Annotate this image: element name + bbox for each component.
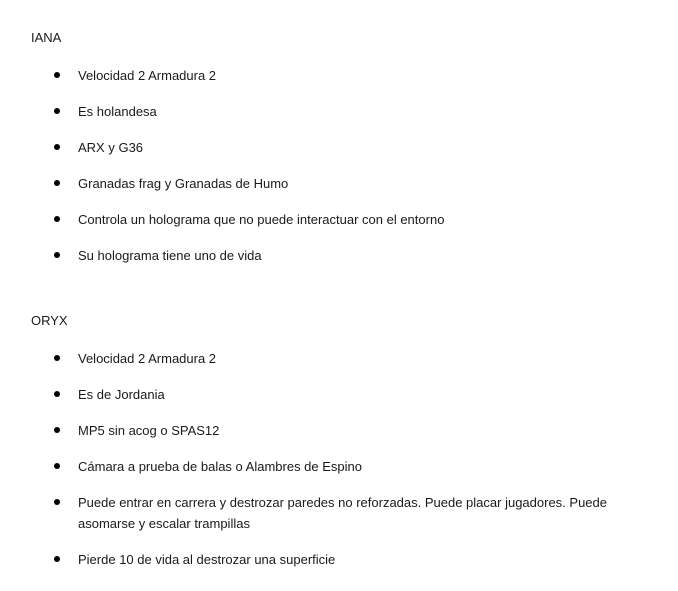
bullet-icon (54, 216, 60, 222)
bullet-icon (54, 252, 60, 258)
bullet-icon (54, 180, 60, 186)
list-item (31, 384, 651, 405)
list-item-text: Puede entrar en carrera y destrozar paredes no reforzadas. Puede placar jugadores. Puede asomarse y escalar trampillas (78, 495, 607, 531)
bullet-list (31, 65, 651, 266)
list-item (31, 101, 651, 122)
bullet-list (31, 348, 651, 570)
list-item (31, 245, 651, 266)
list-item-text: Controla un holograma que no puede interactuar con el entorno (78, 212, 445, 227)
list-item-text: Es de Jordania (78, 387, 165, 402)
bullet-icon (54, 463, 60, 469)
bullet-icon (54, 144, 60, 150)
list-item-text: Cámara a prueba de balas o Alambres de Espino (78, 459, 363, 474)
list-item (31, 549, 651, 570)
list-item (31, 137, 651, 158)
list-item-text: MP5 sin acog o SPAS12 (78, 423, 220, 438)
list-item (31, 65, 651, 86)
section-heading: ORYX (31, 313, 68, 328)
section-iana (31, 29, 651, 266)
list-item (31, 456, 651, 477)
list-item (31, 209, 651, 230)
list-item-text: Velocidad 2 Armadura 2 (78, 68, 217, 83)
list-item (31, 420, 651, 441)
section-heading: IANA (31, 30, 62, 45)
list-item (31, 348, 651, 369)
list-item-text: Pierde 10 de vida al destrozar una superficie (78, 552, 336, 567)
document-body (31, 29, 651, 570)
bullet-icon (54, 556, 60, 562)
list-item-text: Granadas frag y Granadas de Humo (78, 176, 289, 191)
bullet-icon (54, 499, 60, 505)
list-item (31, 173, 651, 194)
list-item (31, 492, 651, 534)
list-item-text: Es holandesa (78, 104, 157, 119)
section-oryx (31, 312, 651, 570)
list-item-text: ARX y G36 (78, 140, 144, 155)
list-item-text: Su holograma tiene uno de vida (78, 248, 262, 263)
bullet-icon (54, 72, 60, 78)
bullet-icon (54, 355, 60, 361)
bullet-icon (54, 391, 60, 397)
list-item-text: Velocidad 2 Armadura 2 (78, 351, 217, 366)
bullet-icon (54, 427, 60, 433)
bullet-icon (54, 108, 60, 114)
